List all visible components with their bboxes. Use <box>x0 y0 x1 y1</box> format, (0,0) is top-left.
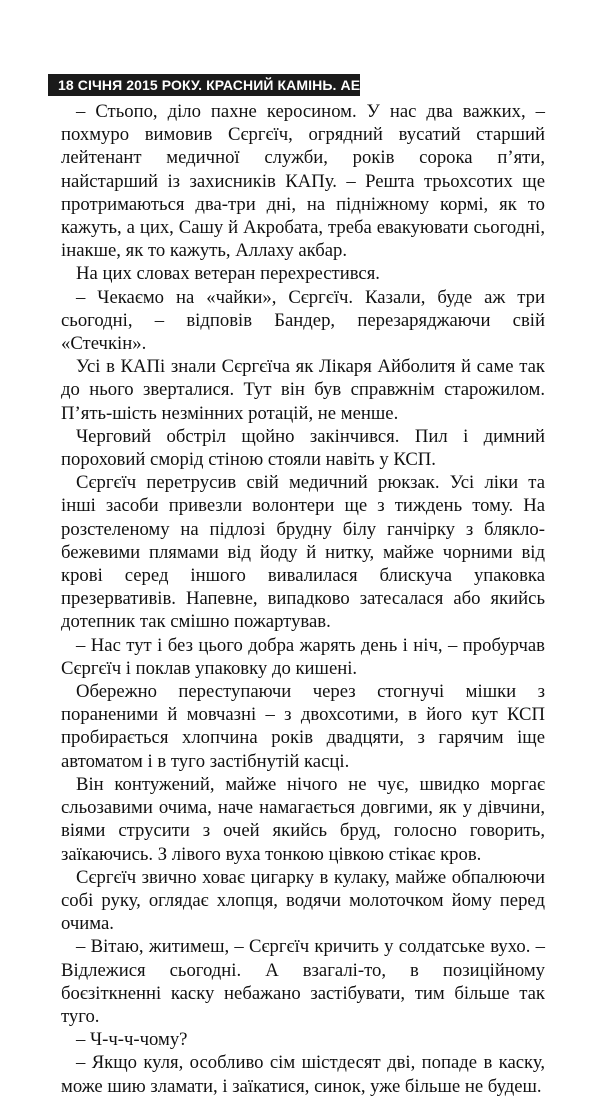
paragraph: Сєргєїч перетрусив свій медичний рюкзак. Усі ліки та інші засоби привезли волонтери ще з тиждень тому. На розстеленому на підлозі брудну білу ганчірку з блякло-бежевими плямами від йоду й нитку, майже чорними від крові серед іншого вивалилася блискуча упаковка презервативів. Напевне, випадково затесалася або якийсь дотепник так смішно пожартував. <box>61 472 545 633</box>
paragraph: Обережно переступаючи через стогнучі мішки з пораненими й мовчазні – з двохсотими, в його кут КСП пробирається хлопчина років двадцяти, з гарячим іще автоматом і в тугo застібнутій касці. <box>61 681 545 772</box>
body-text <box>61 100 545 1098</box>
paragraph: – Якщо куля, особливо сім шістдесят дві, попаде в каску, може шию зламати, і заїкатися, синок, уже більше не будеш. <box>61 1052 545 1097</box>
paragraph: – Чекаємо на «чайки», Сєргєїч. Казали, буде аж три сьогодні, – відповів Бандер, перезаряджаючи свій «Стечкін». <box>61 286 545 355</box>
paragraph: На цих словах ветеран перехрестився. <box>76 263 380 285</box>
paragraph: – Вітаю, житимеш, – Сєргєїч кричить у солдатське вухо. – Відлежися сьогодні. А взагалі-то, в позиційному боєзіткненні каску небажано застібувати, тим більше так туго. <box>61 936 545 1027</box>
paragraph: Черговий обстріл щойно закінчився. Пил і димний пороховий сморід стіною стояли навіть у КСП. <box>61 425 545 471</box>
paragraph: – Нас тут і без цього добра жарять день і ніч, – пробурчав Сєргєїч і поклав упаковку до кишені. <box>61 634 545 679</box>
chapter-header: 18 СІЧНЯ 2015 РОКУ. КРАСНИЙ КАМІНЬ. АЕРОПОРТ <box>48 74 360 96</box>
paragraph: – Стьопо, діло пахне керосином. У нас два важких, – похмуро вимовив Сєргєїч, огрядний вусатий старший лейтенант медичної служби, років сорока п’яти, найстарший із захисників КАПу. – Решта трьохсотих ще протримаються два-три дні, на підніжному кормі, як то кажуть, а цих, Сашу й Акробата, треба евакуювати сьогодні, інакше, як то кажуть, Аллаху акбар. <box>61 101 545 262</box>
paragraph: Він контужений, майже нічого не чує, швидко моргає сльозавими очима, наче намагається довгими, як у дівчини, віями струсити з очей якийсь бруд, голосно говорить, заїкаючись. З лівого вуха тонкою цівкою стікає кров. <box>61 773 545 865</box>
paragraph: – Ч-ч-ч-чому? <box>76 1029 188 1051</box>
paragraph: Усі в КАПі знали Сєргєїча як Лікаря Айболитя й саме так до нього зверталися. Тут він був справжнім старожилом. П’ять-шість незмінних ротацій, не менше. <box>61 356 545 424</box>
paragraph: Сєргєїч звично ховає цигарку в кулаку, майже обпалюючи собі руку, оглядає хлопця, водячи молоточком йому перед очима. <box>61 866 545 935</box>
